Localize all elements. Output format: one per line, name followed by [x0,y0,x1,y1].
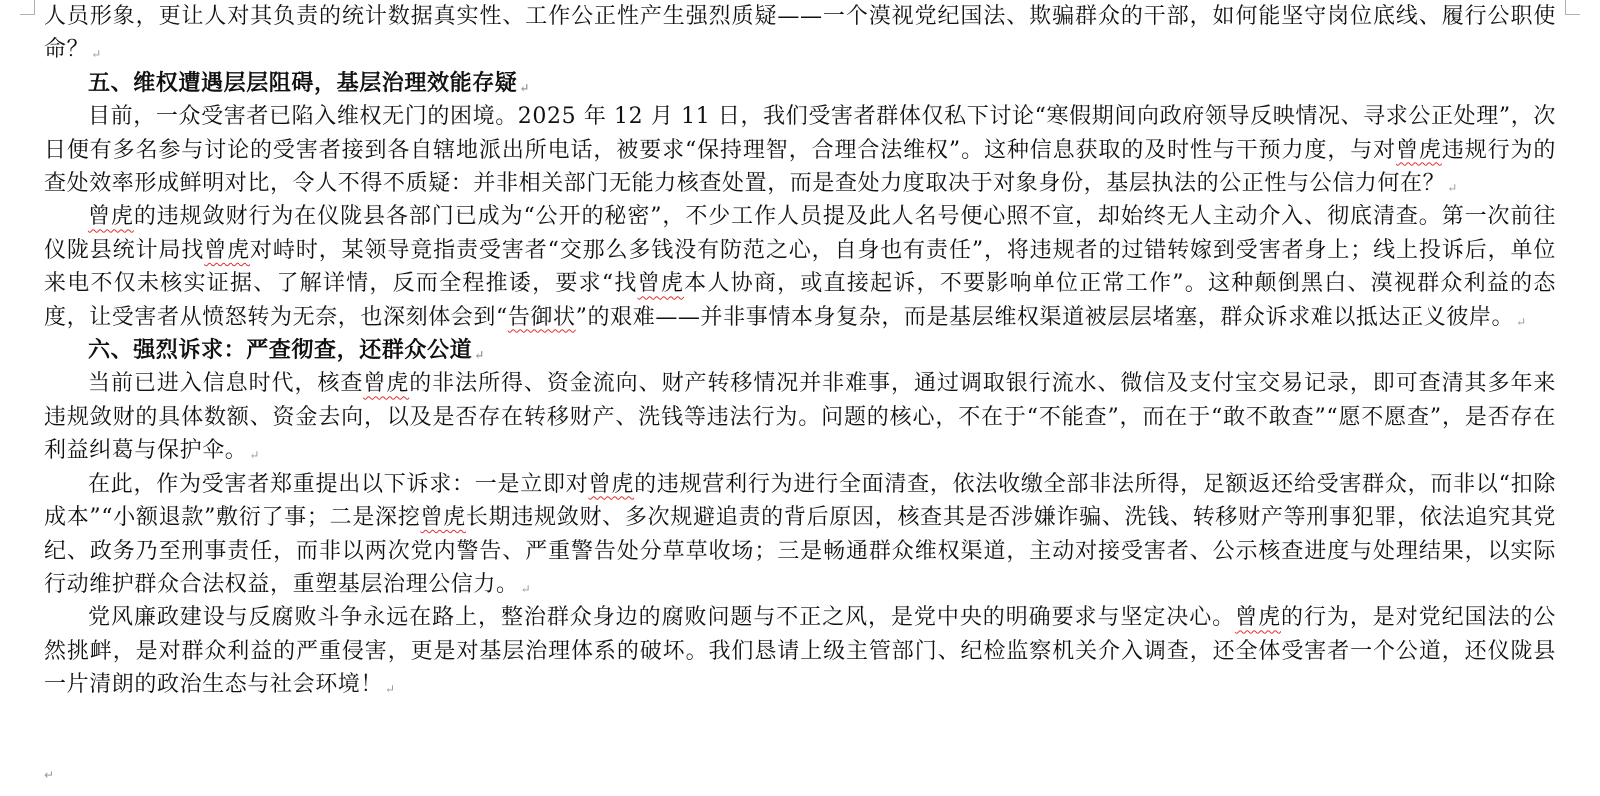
spellcheck-name: 曾虎 [1396,137,1442,163]
spellcheck-name: 曾虎 [204,237,251,263]
paragraph-mark-icon: ↵ [1516,314,1527,329]
spellcheck-name: 曾虎 [1235,605,1282,631]
page-corner-mark-right [1565,0,1580,15]
paragraph-mark-icon: ↵ [249,448,260,463]
document-end-mark-icon: ↵ [44,768,55,782]
spellcheck-phrase: 告御状 [507,304,576,330]
document-body[interactable] [44,0,1556,702]
section-heading-5[interactable]: 五、维权遭遇层层阻碍，基层治理效能存疑 ↵ [88,69,530,96]
paragraph-mark-icon: ↵ [91,47,102,62]
paragraph-mark-icon: ↵ [520,581,531,596]
spellcheck-name: 曾虎 [363,371,410,397]
spellcheck-name: 曾虎 [88,204,134,230]
paragraph-continuation[interactable]: 人员形象，更让人对其负责的统计数据真实性、工作公正性产生强烈质疑——一个漠视党纪国法、欺骗群众的干部，如何能坚守岗位底线、履行公职使命？ ↵ [44,4,1556,63]
paragraph-body[interactable]: 党风廉政建设与反腐败斗争永远在路上，整治群众身边的腐败问题与不正之风，是党中央的明确要求与坚定决心。曾虎的行为，是对党纪国法的公然挑衅，是对群众利益的严重侵害，更是对基层治理体系的破坏。我们恳请上级主管部门、纪检监察机关介入调查，还全体受害者一个公道，还仪陇县一片清朗的政治生态与社会环境！ ↵ [44,605,1557,698]
paragraph-body[interactable]: 在此，作为受害者郑重提出以下诉求：一是立即对曾虎的违规营利行为进行全面清查，依法收缴全部非法所得，足额返还给受害群众，而非以“扣除成本”“小额退款”敷衍了事；二是深挖曾虎长期违规敛财、多次规避追责的背后原因，核查其是否涉嫌诈骗、洗钱、转移财产等刑事犯罪，依法追究其党纪、政务乃至刑事责任，而非以两次党内警告、严重警告处分草草收场；三是畅通群众维权渠道，主动对接受害者、公示核查进度与处理结果，以实际行动维护群众合法权益，重塑基层治理公信力。 ↵ [44,471,1557,597]
section-heading-6[interactable]: 六、强烈诉求：严查彻查，还群众公道 ↵ [88,337,485,364]
paragraph-mark-icon: ↵ [1447,181,1458,196]
spellcheck-name: 曾虎 [588,471,635,497]
paragraph-mark-icon: ↵ [474,348,485,363]
paragraph-body[interactable]: 当前已进入信息时代，核查曾虎的非法所得、资金流向、财产转移情况并非难事，通过调取银行流水、微信及支付宝交易记录，即可查清其多年来违规敛财的具体数额、资金去向，以及是否存在转移财产、洗钱等违法行为。问题的核心，不在于“不能查”，而在于“敢不敢查”“愿不愿查”，是否存在利益纠葛与保护伞。 ↵ [44,371,1556,464]
paragraph-mark-icon: ↵ [385,682,396,697]
page-corner-mark-left [20,0,35,15]
spellcheck-name: 曾虎 [637,271,685,297]
spellcheck-name: 曾虎 [420,505,466,531]
paragraph-mark-icon: ↵ [519,80,530,95]
paragraph-body[interactable]: 目前，一众受害者已陷入维权无门的困境。2025 年 12 月 11 日，我们受害者群体仅私下讨论“寒假期间向政府领导反映情况、寻求公正处理”，次日便有多名参与讨论的受害者接到各自辖地派出所电话，被要求“保持理智，合理合法维权”。这种信息获取的及时性与干预力度，与对曾虎违规行为的查处效率形成鲜明对比，令人不得不质疑：并非相关部门无能力核查处置，而是查处力度取决于对象身份，基层执法的公正性与公信力何在？ ↵ [44,104,1556,197]
paragraph-body[interactable]: 曾虎的违规敛财行为在仪陇县各部门已成为“公开的秘密”，不少工作人员提及此人名号便心照不宣，却始终无人主动介入、彻底清查。第一次前往仪陇县统计局找曾虎对峙时，某领导竟指责受害者“交那么多钱没有防范之心，自身也有责任”，将违规者的过错转嫁到受害者身上；线上投诉后，单位来电不仅未核实证据、了解详情，反而全程推诿，要求“找曾虎本人协商，或直接起诉，不要影响单位正常工作”。这种颠倒黑白、漠视群众利益的态度，让受害者从愤怒转为无奈，也深刻体会到“告御状”的艰难——并非事情本身复杂，而是基层维权渠道被层层堵塞，群众诉求难以抵达正义彼岸。 ↵ [44,204,1556,330]
